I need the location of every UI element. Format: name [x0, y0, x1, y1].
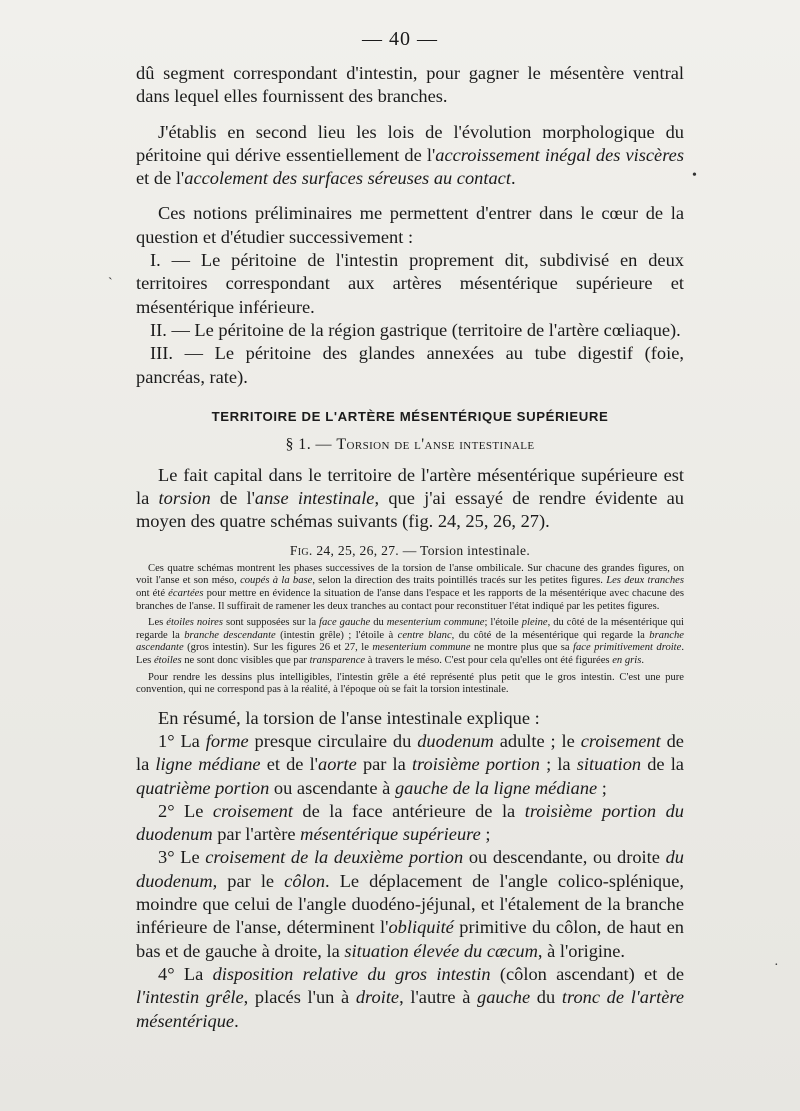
page-number: — 40 — — [362, 28, 438, 50]
list-item-gastric: II. — Le péritoine de la région gastrique (territoire de l'artère cœliaque). — [150, 319, 681, 340]
paragraph-torsion: Le fait capital dans le territoire de l'artère mésentérique supérieure est la torsion de l'anse intestinale, que j'ai essayé de rendre évidente au moyen des quatre schémas suivants (fig. 24, 25, 26, 27). — [136, 464, 684, 532]
figure-caption-1: Ces quatre schémas montrent les phases successives de la torsion de l'anse ombilicale. Sur chacune des grandes figures, on voit l'anse et son méso, coupés à la base, selon la direction des traits pointillés tracés sur les petites figures. Les deux tranches ont été écartées pour mettre en évidence la situation de l'anse dans l'espace et les rapports de la mésentérique avec chacune des branches de l'anse. Il suffirait de ramener les deux tranches au contact pour reconstituer l'état indiqué par les petites figures. — [136, 562, 684, 612]
summary-intro: En résumé, la torsion de l'anse intestinale explique : — [158, 707, 540, 728]
summary-item-4: 4° La disposition relative du gros intestin (côlon ascendant) et de l'intestin grêle, placés l'un à droite, l'autre à gauche du tronc de l'artère mésentérique. — [136, 963, 685, 1031]
margin-speck: · — [774, 958, 779, 973]
margin-speck: • — [692, 168, 697, 183]
list-item-glands: III. — Le péritoine des glandes annexées au tube digestif (foie, pancréas, rate). — [136, 343, 684, 387]
figure-caption-3: Pour rendre les dessins plus intelligibles, l'intestin grêle a été représenté plus petit que le gros intestin. C'est une pure convention, qui ne correspond pas à la réalité, à l'époque où se fait la torsion intestinale. — [136, 671, 684, 696]
paragraph-continuation: dû segment correspondant d'intestin, pour gagner le mésentère ventral dans lequel elles fournissent des branches. — [136, 63, 684, 107]
paragraph-preliminary-notions: Ces notions préliminaires me permettent d'entrer dans le cœur de la question et d'étudier successivement : — [136, 203, 684, 247]
list-item-intestine: I. — Le péritoine de l'intestin proprement dit, subdivisé en deux territoires correspondant aux artères mésentérique supérieure et mésentérique inférieure. — [136, 250, 684, 317]
summary-item-3: 3° Le croisement de la deuxième portion ou descendante, ou droite du duodenum, par le côlon. Le déplacement de l'angle colico-splénique, moindre que celui de l'angle duodéno-jéjunal, et l'étalement de la branche inférieure de l'anse, déterminent l'obliquité primitive du côlon, de haut en bas et de gauche à droite, la situation élevée du cæcum, à l'origine. — [136, 847, 684, 961]
page-body — [136, 62, 684, 1033]
summary-item-2: 2° Le croisement de la face antérieure de la troisième portion du duodenum par l'artère mésentérique supérieure ; — [136, 800, 684, 845]
section-title: TERRITOIRE DE L'ARTÈRE MÉSENTÉRIQUE SUPÉRIEURE — [211, 408, 609, 424]
summary-item-1: 1° La forme presque circulaire du duodenum adulte ; le croisement de la ligne médiane et de l'aorte par la troisième portion ; la situation de la quatrième portion ou ascendante à gauche de la ligne médiane ; — [136, 730, 684, 798]
subsection-heading: § 1. — Torsion de l'anse intestinale — [285, 435, 535, 453]
margin-tick: ` — [108, 276, 113, 291]
figure-caption-2: Les étoiles noires sont supposées sur la face gauche du mesenterium commune; l'étoile pleine, du côté de la mésentérique qui regarde la branche descendante (intestin grêle) ; l'étoile à centre blanc, du côté de la mésentérique qui regarde la branche ascendante (gros intestin). Sur les figures 26 et 27, le mesenterium commune ne montre plus que sa face primitivement droite. Les étoiles ne sont donc visibles que par transparence à travers le méso. C'est pour cela qu'elles ont été figurées en gris. — [136, 617, 685, 666]
paragraph-evolution-laws: J'établis en second lieu les lois de l'évolution morphologique du péritoine qui dérive essentiellement de l'accroissement inégal des viscères et de l'accolement des surfaces séreuses au contact. — [136, 121, 684, 189]
figure-title: Fig. 24, 25, 26, 27. — Torsion intestinale. — [289, 542, 531, 558]
